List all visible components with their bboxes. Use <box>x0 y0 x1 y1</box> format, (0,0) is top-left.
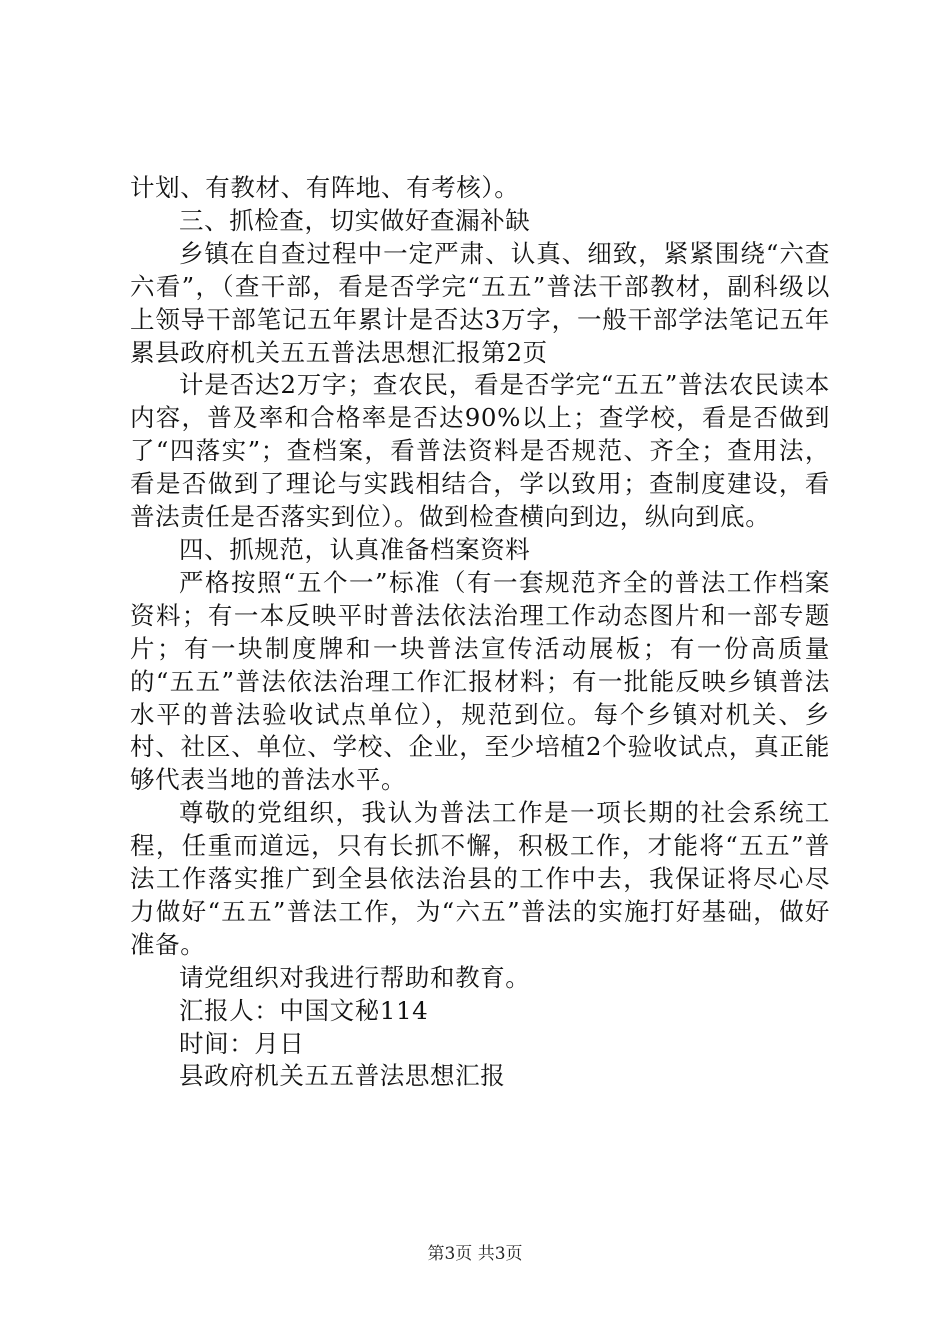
section-heading: 四、抓规范，认真准备档案资料 <box>179 534 531 564</box>
section-heading: 三、抓检查，切实做好查漏补缺 <box>179 205 531 235</box>
text-line: 请党组织对我进行帮助和教育。 <box>179 962 531 992</box>
date-line: 时间：月日 <box>179 1028 305 1058</box>
paragraph: 严格按照“五个一”标准（有一套规范齐全的普法工作档案资料；有一本反映平时普法依法治理工作动态图片和一部专题片；有一块制度牌和一块普法宣传活动展板；有一份高质量的“五五”普法依法治理工作汇报材料；有一批能反映乡镇普法水平的普法验收试点单位），规范到位。每个乡镇对机关、乡村、社区、单位、学校、企业，至少培植2个验收试点，真正能够代表当地的普法水平。 <box>130 567 830 795</box>
document-body <box>130 172 830 1093</box>
reporter-line: 汇报人：中国文秘114 <box>179 995 429 1025</box>
paragraph: 尊敬的党组织，我认为普法工作是一项长期的社会系统工程，任重而道远，只有长抓不懈，积极工作，才能将“五五”普法工作落实推广到全县依法治县的工作中去，我保证将尽心尽力做好“五五”普法工作，为“六五”普法的实施打好基础，做好准备。 <box>130 798 830 959</box>
text-line: 计划、有教材、有阵地、有考核）。 <box>130 173 520 202</box>
document-title-line: 县政府机关五五普法思想汇报 <box>179 1061 506 1091</box>
paragraph: 计是否达2万字；查农民，看是否学完“五五”普法农民读本内容，普及率和合格率是否达90%以上；查学校，看是否做到了“四落实”；查档案，看普法资料是否规范、齐全；查用法，看是否做到了理论与实践相结合，学以致用；查制度建设，看普法责任是否落实到位）。做到检查横向到边，纵向到底。 <box>130 370 830 532</box>
page-number-footer: 第3页 共3页 <box>427 1244 523 1264</box>
paragraph: 乡镇在自查过程中一定严肃、认真、细致，紧紧围绕“六查六看”，（查干部，看是否学完“五五”普法干部教材，副科级以上领导干部笔记五年累计是否达3万字，一般干部学法笔记五年累县政府机关五五普法思想汇报第2页 <box>130 238 830 367</box>
